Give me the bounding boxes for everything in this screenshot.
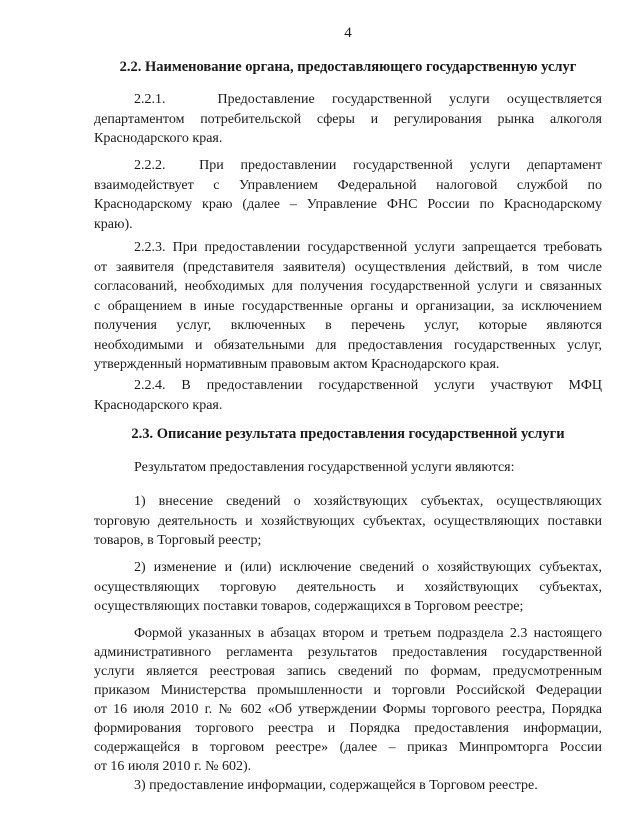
paragraph-results-intro <box>94 458 602 478</box>
section-2-2-heading: 2.2. Наименование органа, предоставляющего государственную услуг <box>119 59 577 75</box>
text-line: 2.2.1. Предоставление государственной услуги осуществляется <box>134 92 602 107</box>
paragraph-2-2-1 <box>94 90 602 149</box>
text-line: формирования торгового реестра и Порядка предоставления информации, <box>94 721 602 736</box>
page-number: 4 <box>344 25 352 41</box>
text-line: 1) внесение сведений о хозяйствующих субъектах, осуществляющих <box>134 494 602 509</box>
text-line: от 16 июля 2010 г. № 602 «Об утверждении Формы торгового реестра, Порядка <box>94 702 602 717</box>
text-line: товаров, в Торговый реестр; <box>94 533 262 548</box>
list-item-result-3 <box>94 776 602 796</box>
paragraph-2-2-2 <box>94 156 602 234</box>
paragraph-2-2-3 <box>94 238 602 375</box>
text-line: необходимыми и обязательными для предоставления государственных услуг, <box>94 337 602 353</box>
text-line: 2.2.4. В предоставлении государственной услуги участвуют МФЦ <box>134 378 602 393</box>
text-line: с обращением в иные государственные органы и организации, за исключением <box>94 298 602 314</box>
text-line: 3) предоставление информации, содержащейся в Торговом реестре. <box>134 778 538 793</box>
section-2-3-heading: 2.3. Описание результата предоставления государственной услуги <box>131 426 565 442</box>
text-line: Краснодарскому краю (далее – Управление ФНС России по Краснодарскому <box>94 197 602 212</box>
text-line: административного регламента результатов предоставления государственной <box>94 645 602 660</box>
text-line: 2) изменение и (или) исключение сведений о хозяйствующих субъектах, <box>134 560 602 575</box>
text-line: получения услуг, включенных в перечень услуг, которые являются <box>94 318 602 333</box>
paragraph-2-2-4 <box>94 376 602 415</box>
text-line: взаимодействует с Управлением Федеральной налоговой службой по <box>94 177 602 193</box>
text-line: приказом Министерства промышленности и торговли Российской Федерации <box>94 683 602 698</box>
text-line: согласований, необходимых для получения государственной услуги и связанных <box>94 279 602 294</box>
text-line: осуществляющих торговую деятельность и хозяйствующих субъектах, <box>94 579 602 595</box>
text-line: Краснодарского края. <box>94 397 223 413</box>
text-line: 2.2.3. При предоставлении государственной услуги запрещается требовать <box>134 240 602 255</box>
text-line: услуги является реестровая запись сведений по формам, предусмотренным <box>94 664 602 679</box>
text-line: 2.2.2. При предоставлении государственной услуги департамент <box>134 158 602 173</box>
text-line: утвержденный нормативным правовым актом Краснодарского края. <box>94 357 500 372</box>
text-line: от заявителя (представителя заявителя) осуществления действий, в том числе <box>94 259 602 275</box>
text-line: краю). <box>94 216 133 232</box>
text-line: от 16 июля 2010 г. № 602). <box>94 759 252 774</box>
text-line: Формой указанных в абзацах втором и третьем подраздела 2.3 настоящего <box>134 626 602 641</box>
text-line: департаментом потребительской сферы и регулирования рынка алкоголя <box>94 111 602 127</box>
text-line: Результатом предоставления государственной услуги являются: <box>134 460 515 475</box>
list-item-result-2 <box>94 558 602 617</box>
paragraph-result-form <box>94 624 602 776</box>
text-line: осуществляющих поставки товаров, содержащихся в Торговом реестре; <box>94 599 524 614</box>
text-line: торговую деятельность и хозяйствующих субъектах, осуществляющих поставки <box>94 513 602 529</box>
text-line: содержащейся в торговом реестре» (далее – приказ Минпромторга России <box>94 740 602 755</box>
text-line: Краснодарского края. <box>94 131 223 146</box>
list-item-result-1 <box>94 492 602 551</box>
